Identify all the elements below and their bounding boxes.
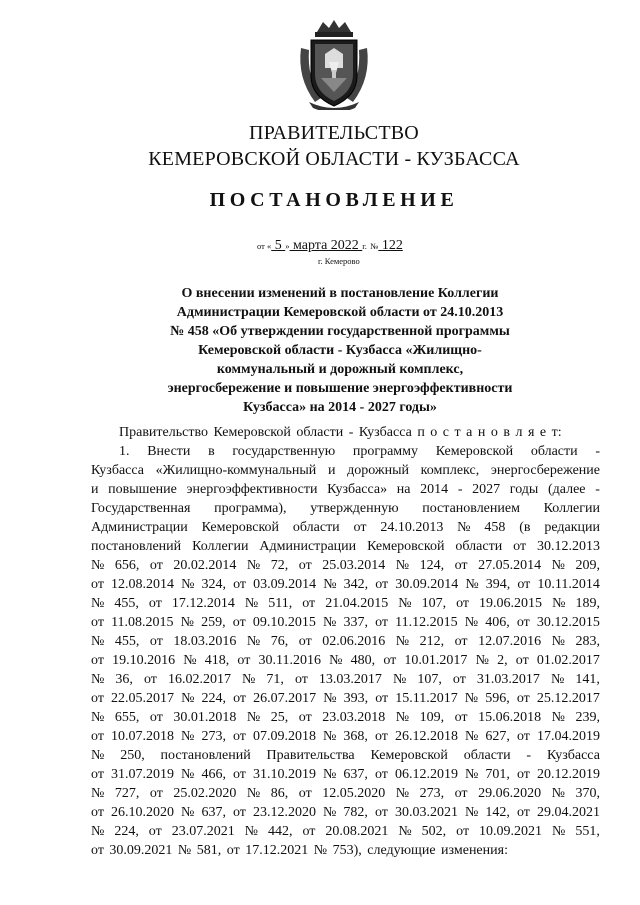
body-word: 107, <box>421 596 447 611</box>
body-word: 551, <box>575 824 600 839</box>
body-word: 273, <box>201 729 226 744</box>
body-word: 12.07.2016 <box>478 634 542 649</box>
body-word: № <box>323 767 337 782</box>
body-word: области <box>455 539 503 554</box>
body-word: 511, <box>268 596 293 611</box>
body-word: Администрации <box>91 520 188 535</box>
body-word: 466, <box>201 767 226 782</box>
body-word: на <box>396 482 411 497</box>
body-word: Коллегии <box>543 501 600 516</box>
body-word: № <box>181 805 195 820</box>
body-word: от <box>91 805 104 820</box>
body-word: 09.10.2015 <box>252 615 316 630</box>
body-line <box>91 632 600 651</box>
body-word: от <box>149 558 163 573</box>
body-word: 502, <box>421 824 447 839</box>
body-word: № <box>395 786 410 801</box>
body-word: 16.02.2017 <box>167 672 231 687</box>
body-word: от <box>454 558 468 573</box>
body-word: № <box>323 805 337 820</box>
body-word: 224, <box>114 824 139 839</box>
body-word: от <box>302 824 316 839</box>
body-word: Кузбасса <box>91 463 144 478</box>
body-word: 637, <box>201 805 226 820</box>
body-line <box>91 765 600 784</box>
body-line <box>91 594 600 613</box>
body-word: 141, <box>575 672 600 687</box>
body-word: от <box>383 653 397 668</box>
body-word: энергоэффективности <box>186 482 318 497</box>
body-word: от <box>91 729 104 744</box>
body-word: № <box>181 691 195 706</box>
body-word: Коллегии <box>192 539 249 554</box>
body-word: № <box>246 710 261 725</box>
body-word: 31.07.2019 <box>110 767 174 782</box>
body-word: 25.02.2020 <box>173 786 237 801</box>
date-year-suffix: г. <box>362 241 367 251</box>
body-word: от <box>516 615 530 630</box>
body-line <box>91 461 600 480</box>
document-subject <box>140 284 540 417</box>
body-word: 455, <box>114 596 139 611</box>
body-line <box>91 499 600 518</box>
body-word: № <box>464 691 479 706</box>
body-word: 19.06.2015 <box>479 596 543 611</box>
body-word: 25, <box>270 710 289 725</box>
body-word: от <box>456 824 470 839</box>
body-word: № <box>323 729 337 744</box>
body-word: 782, <box>343 805 368 820</box>
body-word: 30.12.2015 <box>536 615 600 630</box>
body-word: Государственная <box>91 501 191 516</box>
body-word: 10.09.2021 <box>479 824 543 839</box>
body-word: 124, <box>419 558 445 573</box>
body-word: 31.03.2017 <box>476 672 540 687</box>
body-word: от <box>375 615 389 630</box>
body-word: 480, <box>350 653 376 668</box>
body-word: от <box>454 710 468 725</box>
body-word: от <box>237 653 251 668</box>
body-word: программа), <box>214 501 287 516</box>
body-word: энергосбережение <box>490 463 600 478</box>
body-word: 22.05.2017 <box>111 691 175 706</box>
body-word: 24.10.2013 <box>380 520 444 535</box>
body-word: 01.02.2017 <box>536 653 600 668</box>
body-word: 342, <box>343 577 369 592</box>
body-word: 20.12.2019 <box>536 767 600 782</box>
body-word: 17.12.2014 <box>171 596 235 611</box>
body-word: 30.09.2014 <box>395 577 459 592</box>
body-word: 212, <box>419 634 445 649</box>
body-word: от <box>232 615 246 630</box>
body-word: № <box>551 634 565 649</box>
body-word: 418, <box>204 653 230 668</box>
body-word: № <box>323 577 337 592</box>
body-word: от <box>302 596 316 611</box>
body-word: 701, <box>485 767 510 782</box>
body-word: 15.06.2018 <box>478 710 542 725</box>
body-word: № <box>398 596 412 611</box>
body-word: - <box>595 482 600 497</box>
body-word: постановлением <box>422 501 520 516</box>
body-word: от <box>516 767 530 782</box>
body-word: в <box>208 444 215 459</box>
body-word: утвержденную <box>310 501 399 516</box>
body-word: 370, <box>575 786 600 801</box>
body-word: от <box>516 805 530 820</box>
body-word: программу <box>352 444 419 459</box>
body-word: 406, <box>485 615 510 630</box>
body-word: № <box>465 767 479 782</box>
body-word: 209, <box>575 558 600 573</box>
body-word: области <box>530 444 578 459</box>
coat-of-arms-icon <box>295 18 373 110</box>
body-word: 259, <box>201 615 226 630</box>
subject-line: Администрации Кемеровской области от 24.10.2013 <box>176 305 504 320</box>
body-word: 10.11.2014 <box>537 577 600 592</box>
body-word: 30.03.2021 <box>394 805 458 820</box>
body-line <box>91 784 600 803</box>
body-word: 02.06.2016 <box>322 634 386 649</box>
body-word: 10.07.2018 <box>110 729 174 744</box>
body-line <box>91 613 600 632</box>
body-line <box>91 480 600 499</box>
body-word: 20.08.2021 <box>325 824 389 839</box>
body-word: № <box>181 729 195 744</box>
body-word: 76, <box>270 634 289 649</box>
body-word: № <box>550 672 565 687</box>
body-word: № <box>392 672 407 687</box>
body-word: от <box>148 824 162 839</box>
body-word: 393, <box>343 691 369 706</box>
date-number-line <box>257 237 403 254</box>
body-word: Кемеровской <box>367 539 445 554</box>
subject-line: № 458 «Об утверждении государственной программы <box>170 324 510 339</box>
city-label: г. Кемерово <box>318 256 360 266</box>
body-line <box>91 689 600 708</box>
body-word: от <box>143 672 157 687</box>
body-word: от <box>91 767 104 782</box>
body-word: № <box>244 824 259 839</box>
body-word: № <box>180 615 195 630</box>
body-word: № <box>246 634 261 649</box>
body-word: № <box>395 710 410 725</box>
body-word: от <box>91 615 104 630</box>
body-word: № <box>244 596 259 611</box>
body-word: 30.11.2016 <box>258 653 321 668</box>
body-word: 31.10.2019 <box>252 767 316 782</box>
body-word: № <box>552 596 566 611</box>
body-word: от <box>454 634 468 649</box>
body-word: от <box>452 672 466 687</box>
body-word: № <box>246 786 261 801</box>
body-word: Кемеровской <box>201 520 280 535</box>
body-word: 368, <box>343 729 368 744</box>
body-word: Кемеровской <box>370 748 448 763</box>
body-line <box>91 556 600 575</box>
body-word: области <box>292 520 340 535</box>
organization-line-2: КЕМЕРОВСКОЙ ОБЛАСТИ - КУЗБАССА <box>148 148 520 170</box>
body-line: от 30.09.2021 № 581, от 17.12.2021 № 753), следующие изменения: <box>91 843 508 858</box>
body-word: № <box>465 805 479 820</box>
body-word: от <box>149 710 163 725</box>
body-word: Администрации <box>259 539 357 554</box>
body-word: № <box>91 672 105 687</box>
body-line <box>91 518 600 537</box>
body-word: 26.12.2018 <box>394 729 458 744</box>
body-word: Правительства <box>266 748 355 763</box>
body-word: № <box>457 520 471 535</box>
body-word: 29.06.2020 <box>478 786 542 801</box>
body-word: от <box>513 539 527 554</box>
subject-line: коммунальный и дорожный комплекс, <box>216 362 464 377</box>
body-word: и <box>91 482 99 497</box>
body-word: 2014 <box>420 482 449 497</box>
body-line <box>91 575 600 594</box>
body-line <box>91 537 600 556</box>
body-word: и <box>327 463 336 478</box>
body-word: 283, <box>575 634 600 649</box>
body-word: 2027 <box>472 482 501 497</box>
body-word: «Жилищно-коммунальный <box>155 463 317 478</box>
body-line <box>91 803 600 822</box>
body-word: от <box>517 577 531 592</box>
body-word: 23.07.2021 <box>171 824 235 839</box>
body-word: - <box>457 482 463 497</box>
body-word: Внести <box>147 444 191 459</box>
body-word: № <box>329 653 343 668</box>
body-line <box>91 442 600 461</box>
body-word: от <box>375 691 389 706</box>
body-word: № <box>465 577 479 592</box>
body-word: 23.03.2018 <box>322 710 386 725</box>
body-word: № <box>464 615 479 630</box>
body-word: 30.12.2013 <box>537 539 600 554</box>
body-word: № <box>91 824 105 839</box>
body-word: от <box>353 520 367 535</box>
body-word: 637, <box>343 767 368 782</box>
body-word: от <box>233 577 247 592</box>
body-word: 109, <box>419 710 445 725</box>
body-word: № <box>91 558 105 573</box>
body-word: 458 <box>484 520 506 535</box>
body-word: 17.04.2019 <box>536 729 600 744</box>
body-word: № <box>322 615 337 630</box>
body-word: № <box>551 786 565 801</box>
body-word: 394, <box>485 577 511 592</box>
body-word: - <box>526 748 532 763</box>
body-word: № <box>552 824 566 839</box>
body-word: № <box>395 634 410 649</box>
body-word: 72, <box>270 558 289 573</box>
body-word: 15.11.2017 <box>395 691 458 706</box>
body-word: от <box>91 691 104 706</box>
body-word: от <box>91 653 104 668</box>
body-word: 727, <box>114 786 140 801</box>
body-line <box>91 746 600 765</box>
date-month-year: марта 2022 <box>289 238 363 253</box>
body-word: 1. <box>119 444 130 459</box>
body-word: от <box>374 767 388 782</box>
body-word: 26.07.2017 <box>253 691 317 706</box>
body-word: от <box>149 786 163 801</box>
body-word: 25.12.2017 <box>536 691 600 706</box>
body-word: от <box>516 729 530 744</box>
document-body <box>91 423 600 860</box>
subject-line: Кемеровской области - Кузбасса «Жилищно- <box>198 343 482 358</box>
body-word: постановлений <box>160 748 251 763</box>
body-word: комплекс, <box>420 463 480 478</box>
body-word: от <box>374 805 388 820</box>
subject-line: энергосбережение и повышение энергоэффективности <box>167 381 513 396</box>
body-word: 07.09.2018 <box>252 729 316 744</box>
body-word: 656, <box>114 558 140 573</box>
body-word: от <box>149 634 163 649</box>
body-word: 224, <box>201 691 227 706</box>
body-line: Правительство Кемеровской области - Кузбасса п о с т а н о в л я е т: <box>119 425 562 440</box>
body-word: от <box>298 558 312 573</box>
body-word: № <box>183 653 197 668</box>
document-number: 122 <box>378 238 403 253</box>
body-word: № <box>181 577 195 592</box>
body-word: № <box>91 786 105 801</box>
body-word: 13.03.2017 <box>318 672 382 687</box>
body-line <box>91 651 600 670</box>
body-word: 06.12.2019 <box>394 767 458 782</box>
body-word: годы <box>509 482 539 497</box>
body-line <box>91 670 600 689</box>
body-line <box>91 708 600 727</box>
body-word: 655, <box>114 710 140 725</box>
body-word: 250, <box>120 748 145 763</box>
body-word: 18.03.2016 <box>173 634 237 649</box>
body-word: от <box>454 786 468 801</box>
body-word: № <box>398 824 412 839</box>
body-word: повышение <box>108 482 177 497</box>
body-word: № <box>91 596 105 611</box>
body-word: 30.01.2018 <box>173 710 237 725</box>
body-word: № <box>551 558 565 573</box>
body-word: постановлений <box>91 539 182 554</box>
body-word: № <box>551 710 565 725</box>
body-word: - <box>595 444 600 459</box>
body-word: от <box>91 577 104 592</box>
body-word: от <box>516 691 530 706</box>
body-word: дорожный <box>347 463 409 478</box>
subject-line: О внесении изменений в постановление Коллегии <box>181 286 499 301</box>
body-word: области <box>463 748 511 763</box>
body-word: 27.05.2014 <box>478 558 542 573</box>
body-word: 442, <box>268 824 293 839</box>
body-line <box>91 727 600 746</box>
body-word: от <box>456 596 470 611</box>
body-word: № <box>91 710 105 725</box>
number-sign: № <box>370 241 379 251</box>
body-word: 596, <box>485 691 510 706</box>
body-word: от <box>298 634 312 649</box>
body-word: 239, <box>575 710 600 725</box>
body-word: (далее <box>547 482 586 497</box>
body-word: от <box>375 577 389 592</box>
body-word: от <box>232 805 246 820</box>
body-word: 12.05.2020 <box>322 786 386 801</box>
body-word: 71, <box>266 672 284 687</box>
body-word: 25.03.2014 <box>322 558 386 573</box>
body-word: от <box>294 672 308 687</box>
body-word: 627, <box>485 729 510 744</box>
body-word: № <box>91 634 105 649</box>
body-word: № <box>91 748 105 763</box>
body-word: от <box>515 653 529 668</box>
body-word: 11.12.2015 <box>395 615 458 630</box>
body-word: 26.10.2020 <box>110 805 174 820</box>
body-word: № <box>181 767 195 782</box>
date-prefix: от « <box>257 241 272 251</box>
body-word: Кемеровской <box>435 444 514 459</box>
date-day: 5 <box>271 238 286 253</box>
body-word: от <box>298 710 312 725</box>
subject-line: Кузбасса» на 2014 - 2027 годы» <box>243 400 437 415</box>
body-word: Кузбасса <box>546 748 600 763</box>
body-word: 03.09.2014 <box>253 577 317 592</box>
body-word: 337, <box>343 615 368 630</box>
body-word: № <box>323 691 337 706</box>
body-word: 11.08.2015 <box>111 615 174 630</box>
body-word: от <box>232 729 246 744</box>
body-word: 29.04.2021 <box>536 805 600 820</box>
body-word: 21.04.2015 <box>325 596 389 611</box>
body-word: № <box>241 672 256 687</box>
body-word: 10.01.2017 <box>404 653 468 668</box>
organization-line-1: ПРАВИТЕЛЬСТВО <box>249 122 419 144</box>
body-word: от <box>374 729 388 744</box>
body-word: 142, <box>485 805 510 820</box>
date-quote-close: » <box>285 241 290 251</box>
body-word: 273, <box>419 786 445 801</box>
body-word: № <box>395 558 410 573</box>
body-word: Кузбасса» <box>327 482 388 497</box>
body-word: редакции <box>544 520 600 535</box>
body-word: (в <box>519 520 531 535</box>
body-word: 107, <box>417 672 442 687</box>
body-word: № <box>246 558 261 573</box>
body-word: 19.10.2016 <box>112 653 176 668</box>
body-word: государственную <box>232 444 336 459</box>
body-word: 455, <box>114 634 140 649</box>
body-word: 86, <box>270 786 289 801</box>
body-word: от <box>298 786 312 801</box>
body-word: 36, <box>115 672 133 687</box>
body-word: 324, <box>201 577 227 592</box>
body-word: 2, <box>497 653 508 668</box>
body-word: 189, <box>575 596 600 611</box>
body-word: 12.08.2014 <box>111 577 175 592</box>
body-word: 23.12.2020 <box>252 805 316 820</box>
body-word: от <box>233 691 247 706</box>
body-word: 20.02.2014 <box>173 558 237 573</box>
body-word: № <box>475 653 489 668</box>
body-line <box>91 822 600 841</box>
body-word: № <box>465 729 479 744</box>
body-word: от <box>148 596 162 611</box>
document-type-title: ПОСТАНОВЛЕНИЕ <box>209 189 459 211</box>
body-word: от <box>232 767 246 782</box>
